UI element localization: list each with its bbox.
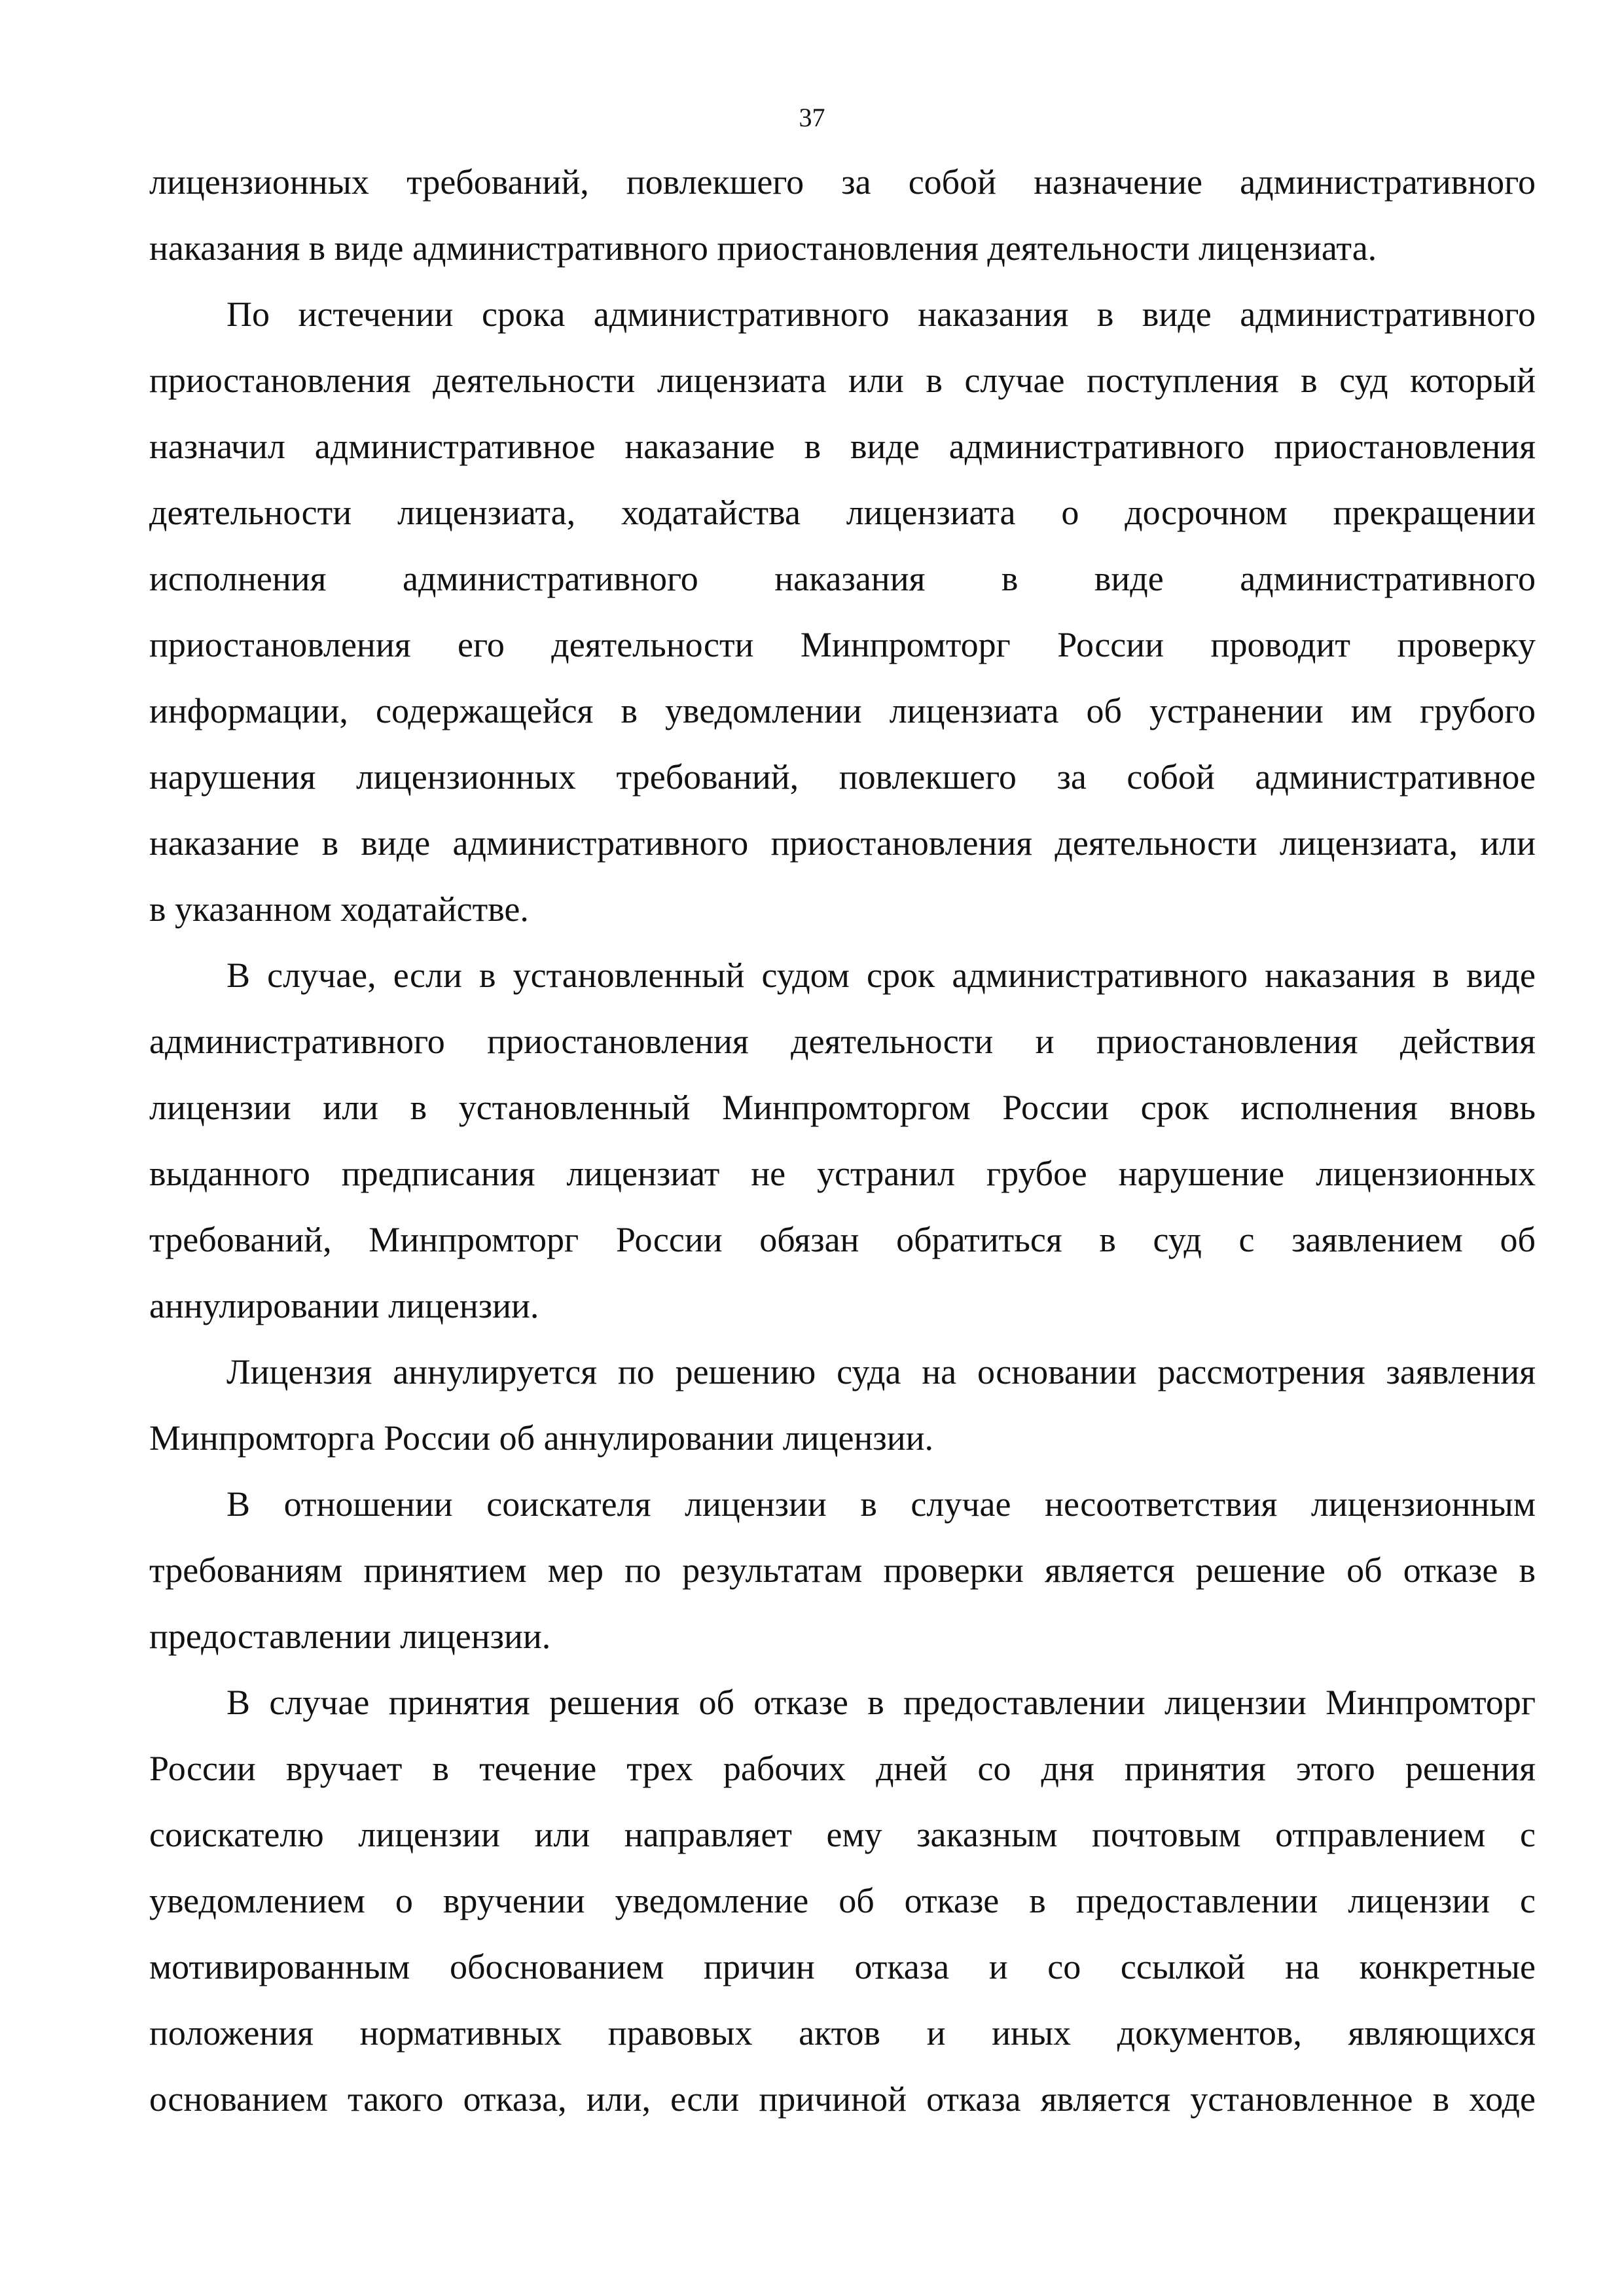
text-line: Минпромторга России об аннулировании лицензии. [149, 1418, 934, 1458]
text-line: аннулировании лицензии. [149, 1286, 539, 1325]
text-line: требованиям принятием мер по результатам проверки является решение об отказе в [149, 1551, 1536, 1590]
text-line: информации, содержащейся в уведомлении лицензиата об устранении им грубого [149, 691, 1536, 730]
paragraph [149, 1670, 1536, 2132]
paragraph [149, 1471, 1536, 1670]
paragraph [149, 1339, 1536, 1471]
text-line: административного приостановления деятельности и приостановления действия [149, 1022, 1536, 1061]
text-line: России вручает в течение трех рабочих дней со дня принятия этого решения [149, 1749, 1536, 1788]
text-line: наказания в виде административного приостановления деятельности лицензиата. [149, 228, 1377, 268]
text-line: предоставлении лицензии. [149, 1617, 551, 1656]
text-line: положения нормативных правовых актов и иных документов, являющихся [149, 2013, 1536, 2053]
text-line: требований, Минпромторг России обязан обратиться в суд с заявлением об [149, 1220, 1536, 1259]
page-number: 37 [799, 103, 825, 132]
paragraph [149, 942, 1536, 1339]
text-line: По истечении срока административного наказания в виде административного [226, 295, 1536, 334]
text-line: мотивированным обоснованием причин отказа и со ссылкой на конкретные [149, 1947, 1536, 1986]
paragraph [149, 149, 1536, 281]
text-line: исполнения административного наказания в виде административного [149, 559, 1536, 598]
text-line: Лицензия аннулируется по решению суда на основании рассмотрения заявления [226, 1352, 1536, 1391]
text-line: назначил административное наказание в виде административного приостановления [149, 427, 1536, 466]
text-line: В отношении соискателя лицензии в случае несоответствия лицензионным [226, 1484, 1536, 1524]
text-line: деятельности лицензиата, ходатайства лицензиата о досрочном прекращении [149, 493, 1536, 532]
text-line: основанием такого отказа, или, если причиной отказа является установленное в ходе [149, 2079, 1536, 2119]
document-body [149, 149, 1536, 2132]
text-line: лицензионных требований, повлекшего за собой назначение административного [149, 162, 1536, 202]
text-line: приостановления деятельности лицензиата или в случае поступления в суд который [149, 361, 1536, 400]
text-line: приостановления его деятельности Минпромторг России проводит проверку [149, 625, 1536, 664]
text-line: нарушения лицензионных требований, повлекшего за собой административное [149, 757, 1536, 797]
text-line: В случае принятия решения об отказе в предоставлении лицензии Минпромторг [226, 1683, 1536, 1722]
text-line: выданного предписания лицензиат не устранил грубое нарушение лицензионных [149, 1154, 1536, 1193]
paragraph [149, 281, 1536, 942]
text-line: наказание в виде административного приостановления деятельности лицензиата, или [149, 823, 1536, 863]
text-line: соискателю лицензии или направляет ему заказным почтовым отправлением с [149, 1815, 1536, 1854]
text-line: лицензии или в установленный Минпромторгом России срок исполнения вновь [149, 1088, 1536, 1127]
text-line: уведомлением о вручении уведомление об отказе в предоставлении лицензии с [149, 1881, 1536, 1920]
text-line: в указанном ходатайстве. [149, 889, 529, 929]
text-line: В случае, если в установленный судом срок административного наказания в виде [226, 956, 1536, 995]
